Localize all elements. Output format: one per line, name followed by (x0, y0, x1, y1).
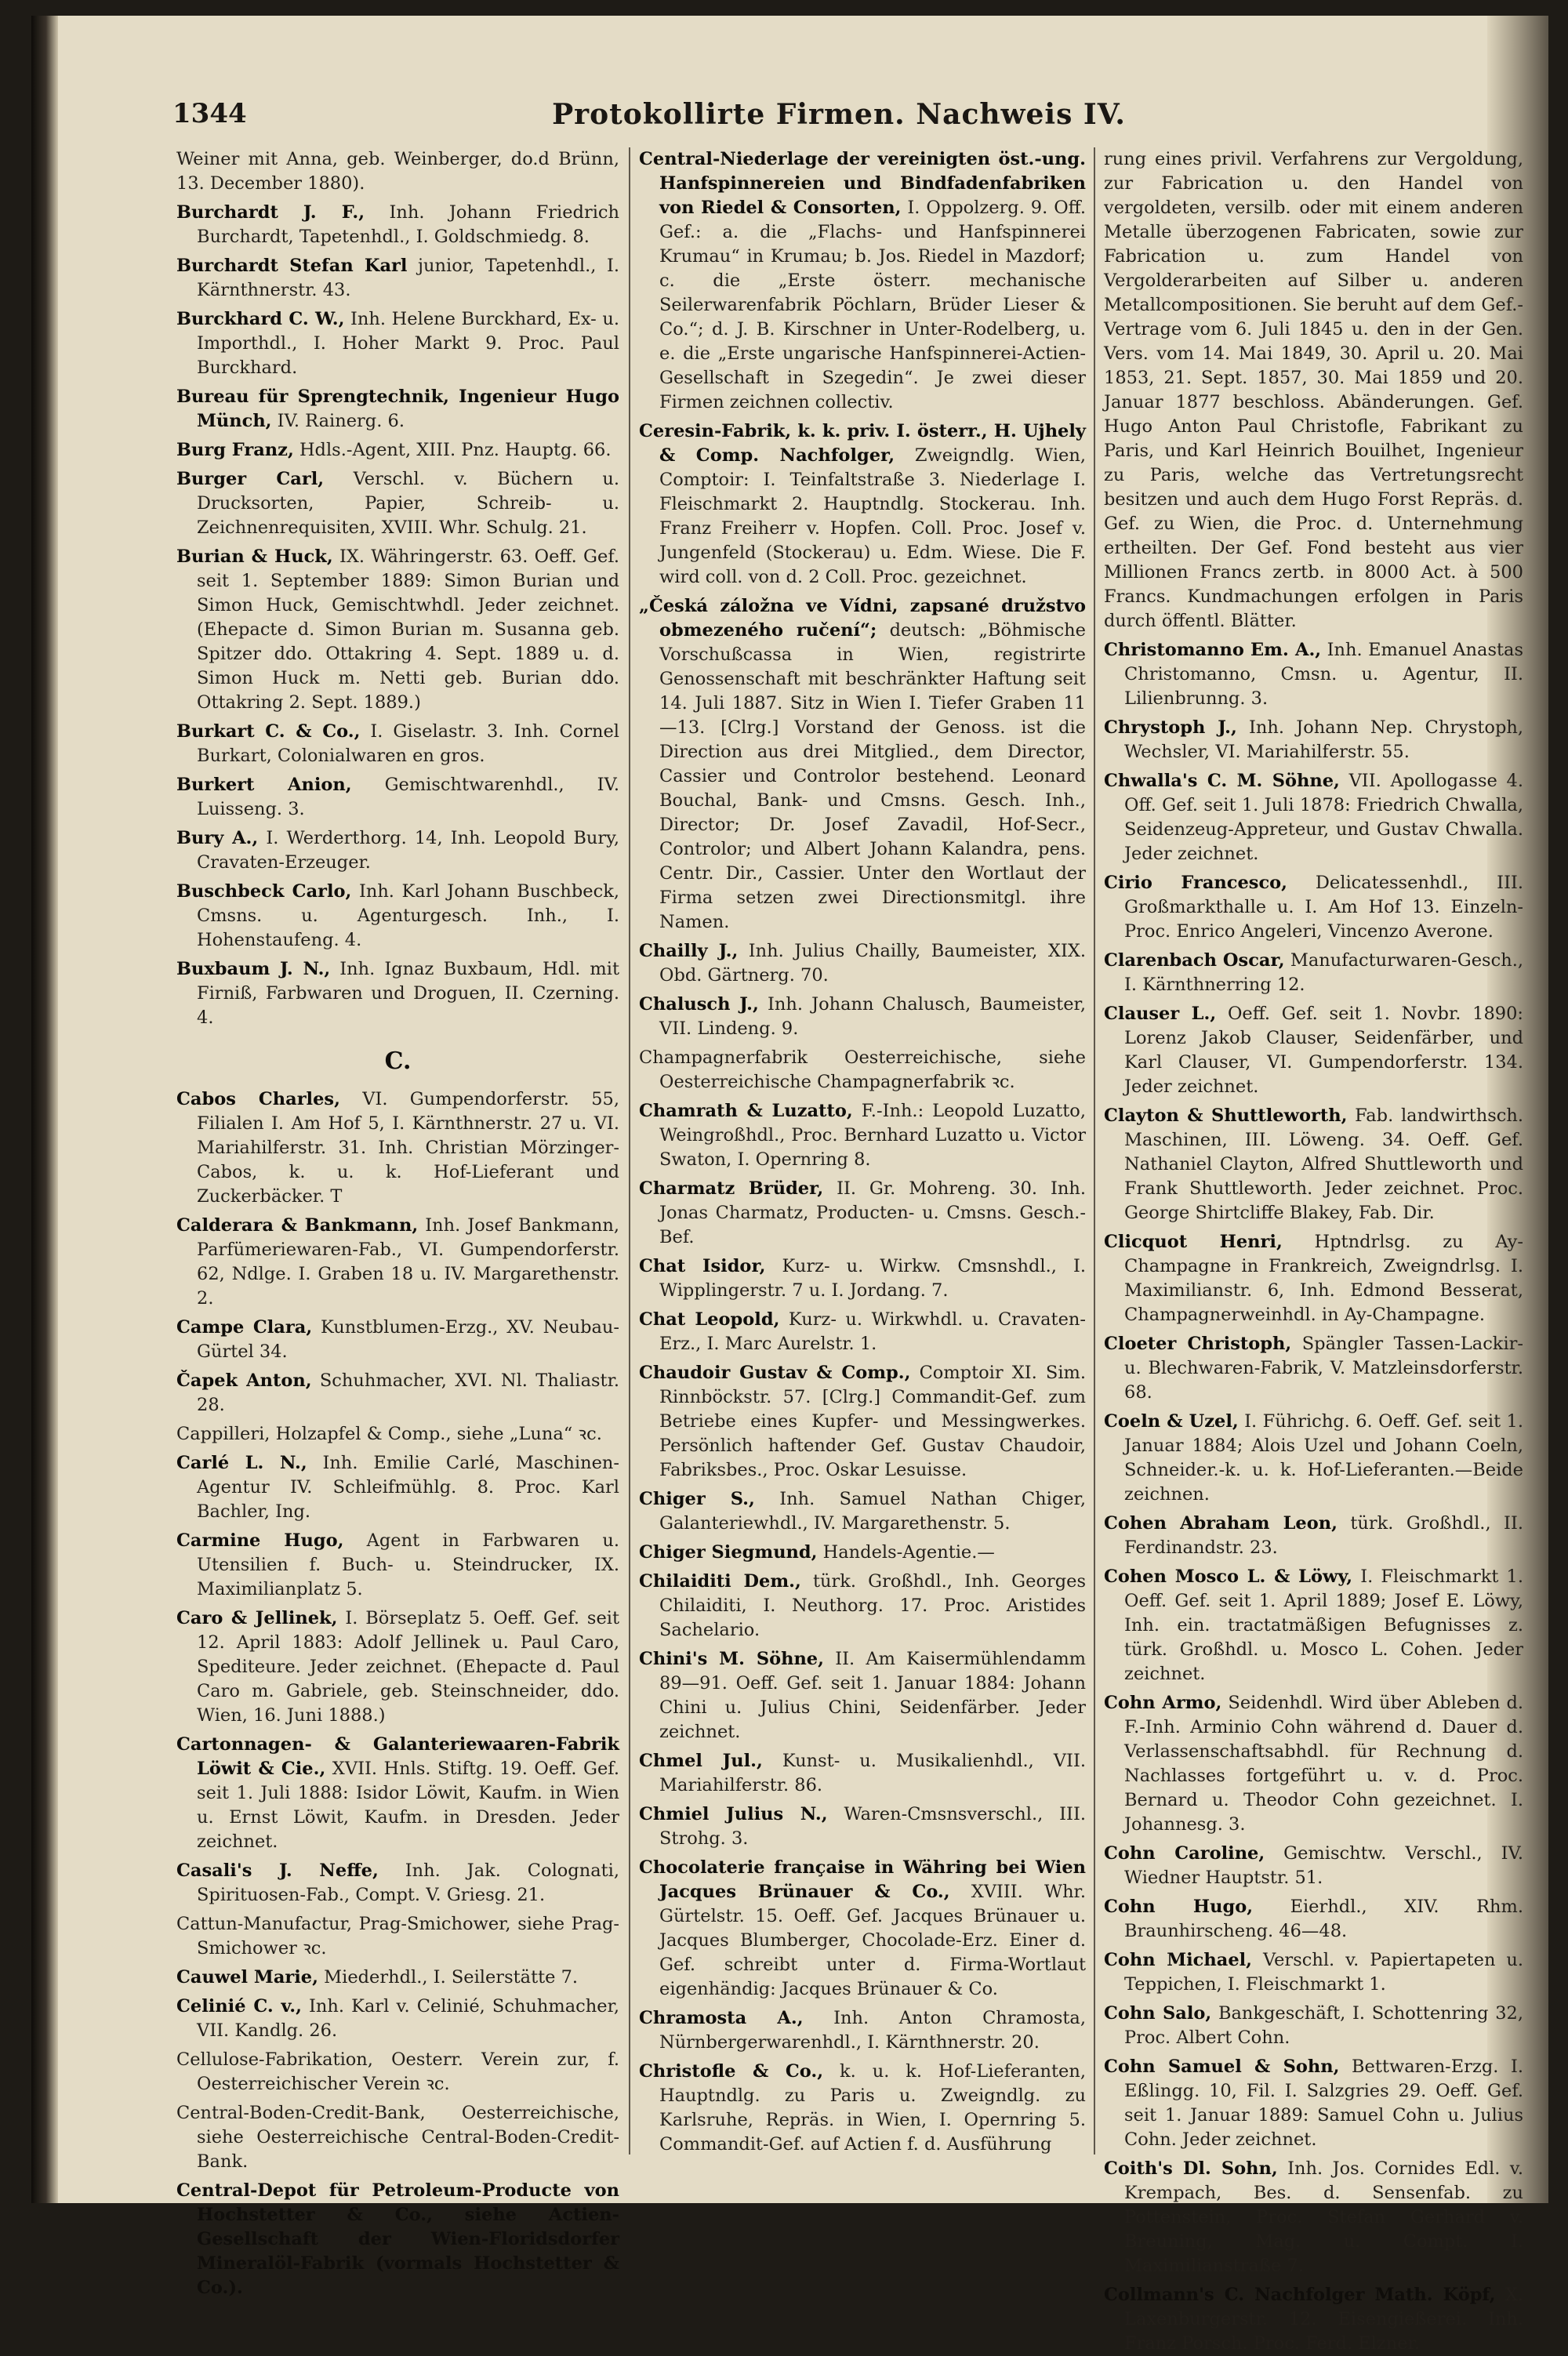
page-number: 1344 (172, 98, 247, 129)
directory-entry: Chwalla's C. M. Söhne, VII. Apollogasse 4. Off. Gef. seit 1. Juli 1878: Friedrich Chwalla, Seidenzeug-Appreteur, und Gustav Chwalla. Jeder zeichnet. (1104, 771, 1523, 864)
directory-entry: Burger Carl, Verschl. v. Büchern u. Drucksorten, Papier, Schreib- u. Zeichnenrequisiten, XVIII. Whr. Schulg. 21. (176, 469, 620, 538)
directory-entry: Casali's J. Neffe, Inh. Jak. Colognati, Spirituosen-Fab., Compt. V. Griesg. 21. (176, 1860, 620, 1905)
directory-entry: Cohn Salo, Bankgeschäft, I. Schottenring 32, Proc. Albert Cohn. (1104, 2003, 1524, 2048)
directory-entry: Cabos Charles, VI. Gumpendorferstr. 55, Filialen I. Am Hof 5, I. Kärnthnerstr. 27 u. VI. Mariahilferstr. 31. Inh. Christian Mörzinger-Cabos, k. u. k. Hof-Lieferant und Zuckerbäcker. T (176, 1089, 620, 1207)
directory-entry: Christofle & Co., k. u. k. Hof-Lieferanten, Hauptndlg. zu Paris u. Zweigndlg. zu Karlsruhe, Repräs. in Wien, I. Opernring 5. Commandit-Gef. auf Actien f. d. Ausführung (639, 2061, 1087, 2155)
directory-entry: Clarenbach Oscar, Manufacturwaren-Gesch., I. Kärnthnerring 12. (1104, 950, 1523, 995)
directory-entry: Chrystoph J., Inh. Johann Nep. Chrystoph, Wechsler, VI. Mariahilferstr. 55. (1104, 717, 1523, 762)
directory-entry: Celinié C. v., Inh. Karl v. Celinié, Schuhmacher, VII. Kandlg. 26. (176, 1996, 619, 2041)
directory-entry: Coith's Dl. Sohn, Inh. Jos. Cornides Edl. v. Krempach, Bes. d. Sensenfab. zu Pottenstein, Proc. Stefan Gerhard v. Breuning, Mag. u. Compt. I. Maximilianstraße 7. (1104, 2158, 1523, 2276)
column-1 (176, 147, 620, 2298)
directory-entry: Burg Franz, Hdls.-Agent, XIII. Pnz. Hauptg. 66. (176, 440, 612, 460)
document-page (31, 16, 1548, 2354)
directory-entry: Chalusch J., Inh. Johann Chalusch, Baumeister, VII. Lindeng. 9. (639, 994, 1086, 1039)
directory-entry: Cohen Mosco L. & Löwy, I. Fleischmarkt 1. Oeff. Gef. seit 1. April 1889; Josef E. Löwy, Inh. ein. tractatmäßigen Befugnisses z. türk. Großhdl. u. Mosco L. Cohen. Jeder zeichnet. (1104, 1566, 1523, 1684)
directory-entry: Ceresin-Fabrik, k. k. priv. I. österr., H. Ujhely & Comp. Nachfolger, Zweigndlg. Wien, Comptoir: I. Teinfaltstraße 3. Niederlage I. Fleischmarkt 2. Hauptndlg. Stockerau. Inh. Franz Freiherr v. Hopfen. Coll. Proc. Josef v. Jungenfeld (Stockerau) u. Edm. Wiese. Die F. wird coll. von d. 2 Coll. Proc. gezeichnet. (639, 421, 1086, 587)
directory-entry: Chramosta A., Inh. Anton Chramosta, Nürnbergerwarenhdl., I. Kärnthnerstr. 20. (639, 2008, 1086, 2053)
directory-entry: Cappilleri, Holzapfel & Comp., siehe „Luna“ ꝛc. (176, 1424, 602, 1444)
running-title: Protokollirte Firmen. Nachweis IV. (552, 98, 1126, 131)
directory-entry: Campe Clara, Kunstblumen-Erzg., XV. Neubau-Gürtel 34. (176, 1317, 619, 1362)
directory-entry: Burkart C. & Co., I. Giselastr. 3. Inh. Cornel Burkart, Colonialwaren en gros. (176, 721, 619, 766)
directory-entry: Chocolaterie française in Währing bei Wien Jacques Brünauer & Co., XVIII. Whr. Gürtelstr. 15. Oeff. Gef. Jacques Brünauer u. Jacques Blumberger, Chocolade-Erz. Einer d. Gef. schreibt unter d. Firma-Wortlaut eigenhändig: Jacques Brünauer & Co. (639, 1857, 1086, 1999)
directory-entry: Clayton & Shuttleworth, Fab. landwirthsch. Maschinen, III. Löweng. 34. Oeff. Gef. Nathaniel Clayton, Alfred Shuttleworth und Frank Shuttleworth. Jeder zeichnet. Proc. George Shirtcliffe Blakey, Fab. Dir. (1104, 1105, 1523, 1223)
directory-entry: Chaudoir Gustav & Comp., Comptoir XI. Sim. Rinnböckstr. 57. [Clrg.] Commandit-Gef. zum Betriebe eines Kupfer- und Messingwerkes. Persönlich haftender Gef. Gustav Chaudoir, Fabriksbes., Proc. Oskar Lesuisse. (639, 1363, 1086, 1480)
directory-entry: Charmatz Brüder, II. Gr. Mohreng. 30. Inh. Jonas Charmatz, Producten- u. Cmsns. Gesch.-Bef. (639, 1178, 1087, 1247)
directory-entry: Central-Boden-Credit-Bank, Oesterreichische, siehe Oesterreichische Central-Boden-Credit-Bank. (176, 2103, 619, 2172)
directory-entry: Chiger S., Inh. Samuel Nathan Chiger, Galanteriewhdl., IV. Margarethenstr. 5. (639, 1489, 1086, 1534)
directory-entry: Weiner mit Anna, geb. Weinberger, do.d Brünn, 13. December 1880). (176, 149, 619, 194)
directory-entry: Cohen Abraham Leon, türk. Großhdl., II. Ferdinandstr. 23. (1104, 1513, 1523, 1558)
page-header (149, 98, 1529, 145)
directory-entry: Chini's M. Söhne, II. Am Kaisermühlendamm 89—91. Oeff. Gef. seit 1. Januar 1884: Johann Chini u. Julius Chini, Seidenfärber. Jeder zeichnet. (639, 1649, 1086, 1742)
column-2 (639, 147, 1086, 2186)
directory-entry: Clicquot Henri, Hptndrlsg. zu Ay-Champagne in Frankreich, Zweigndrlsg. I. Maximilianstr. 6, Inh. Edmond Besserat, Champagnerweinhdl. in Ay-Champagne. (1104, 1232, 1523, 1325)
directory-entry: Burchardt J. F., Inh. Johann Friedrich Burchardt, Tapetenhdl., I. Goldschmiedg. 8. (176, 202, 620, 247)
directory-entry: Cohn Michael, Verschl. v. Papiertapeten u. Teppichen, I. Fleischmarkt 1. (1104, 1950, 1523, 1995)
directory-entry: Central-Niederlage der vereinigten öst.-ung. Hanfspinnereien und Bindfadenfabriken von Riedel & Consorten, I. Oppolzerg. 9. Off. Gef.: a. die „Flachs- und Hanfspinnerei Krumau“ in Krumau; b. Jos. Riedel in Mazdorf; c. die „Erste österr. mechanische Seilerwarenfabrik Pöchlarn, Brüder Lieser & Co.“; d. J. B. Kirschner in Unter-Rodelberg, u. e. die „Erste ungarische Hanfspinnerei-Actien-Gesellschaft in Szegedin“. Je zwei dieser Firmen zeichnen collectiv. (639, 149, 1086, 412)
directory-entry: Burchardt Stefan Karl junior, Tapetenhdl., I. Kärnthnerstr. 43. (176, 256, 620, 300)
directory-entry: Bureau für Sprengtechnik, Ingenieur Hugo Münch, IV. Rainerg. 6. (176, 387, 619, 431)
directory-entry: Carlé L. N., Inh. Emilie Carlé, Maschinen-Agentur IV. Schleifmühlg. 8. Proc. Karl Bachler, Ing. (176, 1453, 619, 1522)
directory-entry: Chat Isidor, Kurz- u. Wirkw. Cmsnshdl., I. Wipplingerstr. 7 u. I. Jordang. 7. (639, 1256, 1086, 1301)
column-3 (1104, 147, 1524, 2354)
directory-entry: Cohn Caroline, Gemischtw. Verschl., IV. Wiedner Hauptstr. 51. (1104, 1843, 1523, 1888)
directory-entry: Champagnerfabrik Oesterreichische, siehe Oesterreichische Champagnerfabrik ꝛc. (639, 1047, 1086, 1092)
directory-entry: Collmann's C. Nachfolger Math. Köpf, X. Laxenburgerstr. 12. Eisengießerei. Inh. Franz Porsch. Proc. Ferd. Elzner. (1104, 2285, 1523, 2354)
directory-entry: Čapek Anton, Schuhmacher, XVI. Nl. Thaliastr. 28. (176, 1370, 620, 1415)
directory-entry: Cohn Armo, Seidenhdl. Wird über Ableben d. F.-Inh. Arminio Cohn während d. Dauer d. Verlassenschaftsabhdl. für Rechnung d. Nachlasses fortgeführt u. v. d. Proc. Bernard u. Theodor Cohn gezeichnet. I. Johannesg. 3. (1104, 1693, 1523, 1835)
directory-entry: Buschbeck Carlo, Inh. Karl Johann Buschbeck, Cmsns. u. Agenturgesch. Inh., I. Hohenstaufeng. 4. (176, 881, 619, 950)
directory-entry: Central-Depot für Petroleum-Producte von Hochstetter & Co., siehe Actien-Gesellschaft der Wien-Floridsdorfer Mineralöl-Fabrik (vormals Hochstetter & Co.). (176, 2180, 619, 2298)
directory-entry: Burian & Huck, IX. Währingerstr. 63. Oeff. Gef. seit 1. September 1889: Simon Burian und Simon Huck, Gemischtwhdl. Jeder zeichnet. (Ehepacte d. Simon Burian m. Susanna geb. Spitzer ddo. Ottakring 4. Sept. 1889 u. d. Simon Huck m. Netti geb. Burian ddo. Ottakring 2. Sept. 1889.) (176, 546, 619, 713)
directory-entry: Cirio Francesco, Delicatessenhdl., III. Großmarkthalle u. I. Am Hof 13. Einzeln-Proc. Enrico Angeleri, Vincenzo Averone. (1104, 873, 1523, 942)
directory-entry: Christomanno Em. A., Inh. Emanuel Anastas Christomanno, Cmsn. u. Agentur, II. Lilienbrunng. 3. (1104, 640, 1523, 709)
directory-entry: Chilaiditi Dem., türk. Großhdl., Inh. Georges Chilaiditi, I. Neuthorg. 17. Proc. Aristides Sachelario. (639, 1571, 1087, 1640)
directory-entry: Buxbaum J. N., Inh. Ignaz Buxbaum, Hdl. mit Firniß, Farbwaren und Droguen, II. Czerning. 4. (176, 959, 619, 1028)
section-heading: C. (384, 1047, 412, 1075)
directory-entry: Cattun-Manufactur, Prag-Smichower, siehe Prag-Smichower ꝛc. (176, 1914, 619, 1958)
directory-entry: Chamrath & Luzatto, F.-Inh.: Leopold Luzatto, Weingroßhdl., Proc. Bernhard Luzatto u. Victor Swaton, I. Opernring 8. (639, 1101, 1087, 1170)
directory-entry: Chailly J., Inh. Julius Chailly, Baumeister, XIX. Obd. Gärtnerg. 70. (639, 941, 1086, 986)
book-spine-shadow (31, 16, 58, 2203)
directory-entry: Carmine Hugo, Agent in Farbwaren u. Utensilien f. Buch- u. Steindrucker, IX. Maximilianplatz 5. (176, 1530, 619, 1599)
directory-entry: Cellulose-Fabrikation, Oesterr. Verein zur, f. Oesterreichischer Verein ꝛc. (176, 2049, 619, 2094)
directory-entry: Cloeter Christoph, Spängler Tassen-Lackir- u. Blechwaren-Fabrik, V. Matzleinsdorferstr. 68. (1104, 1334, 1523, 1403)
directory-entry: Cohn Hugo, Eierhdl., XIV. Rhm. Braunhirscheng. 46—48. (1104, 1897, 1523, 1941)
directory-entry: Cartonnagen- & Galanteriewaaren-Fabrik Löwit & Cie., XVII. Hnls. Stiftg. 19. Oeff. Gef. seit 1. Juli 1888: Isidor Löwit, Kaufm. in Wien u. Ernst Löwit, Kaufm. in Dresden. Jeder zeichnet. (176, 1734, 619, 1852)
directory-entry: Bury A., I. Werderthorg. 14, Inh. Leopold Bury, Cravaten-Erzeuger. (176, 828, 620, 873)
directory-entry: Clauser L., Oeff. Gef. seit 1. Novbr. 1890: Lorenz Jakob Clauser, Seidenfärber, und Karl Clauser, VI. Gumpendorferstr. 134. Jeder zeichnet. (1104, 1004, 1523, 1097)
directory-entry: Caro & Jellinek, I. Börseplatz 5. Oeff. Gef. seit 12. April 1883: Adolf Jellinek u. Paul Caro, Spediteure. Jeder zeichnet. (Ehepacte d. Paul Caro m. Gabriele, geb. Steinschneider, ddo. Wien, 16. Juni 1888.) (176, 1608, 620, 1726)
directory-entry: Burkert Anion, Gemischtwarenhdl., IV. Luisseng. 3. (176, 775, 620, 819)
column-divider (1094, 147, 1095, 2155)
directory-entry: Chmiel Julius N., Waren-Cmsnsverschl., III. Strohg. 3. (639, 1804, 1086, 1849)
directory-entry: Coeln & Uzel, I. Führichg. 6. Oeff. Gef. seit 1. Januar 1884; Alois Uzel und Johann Coeln, Schneider.-k. u. k. Hof-Lieferanten.—Beide zeichnen. (1104, 1411, 1523, 1505)
directory-entry: rung eines privil. Verfahrens zur Vergoldung, zur Fabrication u. den Handel von vergoldeten, versilb. oder mit einem anderen Metalle überzogenen Fabricaten, sowie zur Fabrication u. zum Handel von Vergolderarbeiten auf Silber u. anderen Metallcompositionen. Sie beruht auf dem Gef.-Vertrage vom 6. Juli 1845 u. den in der Gen. Vers. vom 14. Mai 1849, 30. April u. 20. Mai 1853, 21. Sept. 1857, 30. Mai 1859 und 20. Januar 1877 beschloss. Abänderungen. Gef. Hugo Anton Paul Christofle, Fabrikant zu Paris, und Karl Heinrich Bouilhet, Ingenieur zu Paris, welche das Vertretungsrecht besitzen und auch dem Hugo Forst Repräs. d. Gef. zu Wien, die Proc. d. Unternehmung ertheilten. Der Gef. Fond besteht aus vier Millionen Francs zertb. in 8000 Act. à 500 Francs. Kundmachungen erfolgen in Paris durch öffentl. Blätter. (1104, 149, 1523, 631)
column-divider (629, 147, 630, 2155)
directory-entry: Chmel Jul., Kunst- u. Musikalienhdl., VII. Mariahilferstr. 86. (639, 1751, 1086, 1795)
directory-entry: Chiger Siegmund, Handels-Agentie.— (639, 1542, 995, 1563)
directory-entry: Burckhard C. W., Inh. Helene Burckhard, Ex- u. Importhdl., I. Hoher Markt 9. Proc. Paul Burckhard. (176, 309, 619, 378)
directory-entry: „Česká záložna ve Vídni, zapsané družstvo obmezeného ručení“; deutsch: „Böhmische Vorschußcassa in Wien, registrirte Genossenschaft mit beschränkter Haftung seit 14. Juli 1887. Sitz in Wien I. Tiefer Graben 11—13. [Clrg.] Vorstand der Genoss. ist die Direction aus drei Mitglied., dem Director, Cassier und Controlor bestehend. Leonard Bouchal, Bank- und Cmsns. Gesch. Inh., Director; Dr. Josef Zavadil, Hof-Secr., Controlor; und Albert Johann Kalandra, pens. Centr. Dir., Cassier. Unter den Wortlaut der Firma setzen zwei Directionsmitgl. ihre Namen. (639, 596, 1086, 932)
directory-entry: Calderara & Bankmann, Inh. Josef Bankmann, Parfümeriewaren-Fab., VI. Gumpendorferstr. 62, Ndlge. I. Graben 18 u. IV. Margarethenstr. 2. (176, 1215, 619, 1309)
directory-entry: Chat Leopold, Kurz- u. Wirkwhdl. u. Cravaten-Erz., I. Marc Aurelstr. 1. (639, 1309, 1086, 1354)
directory-entry: Cohn Samuel & Sohn, Bettwaren-Erzg. I. Eßlingg. 10, Fil. I. Salzgries 29. Oeff. Gef. seit 1. Januar 1889: Samuel Cohn u. Julius Cohn. Jeder zeichnet. (1104, 2057, 1524, 2150)
directory-entry: Cauwel Marie, Miederhdl., I. Seilerstätte 7. (176, 1967, 579, 1988)
